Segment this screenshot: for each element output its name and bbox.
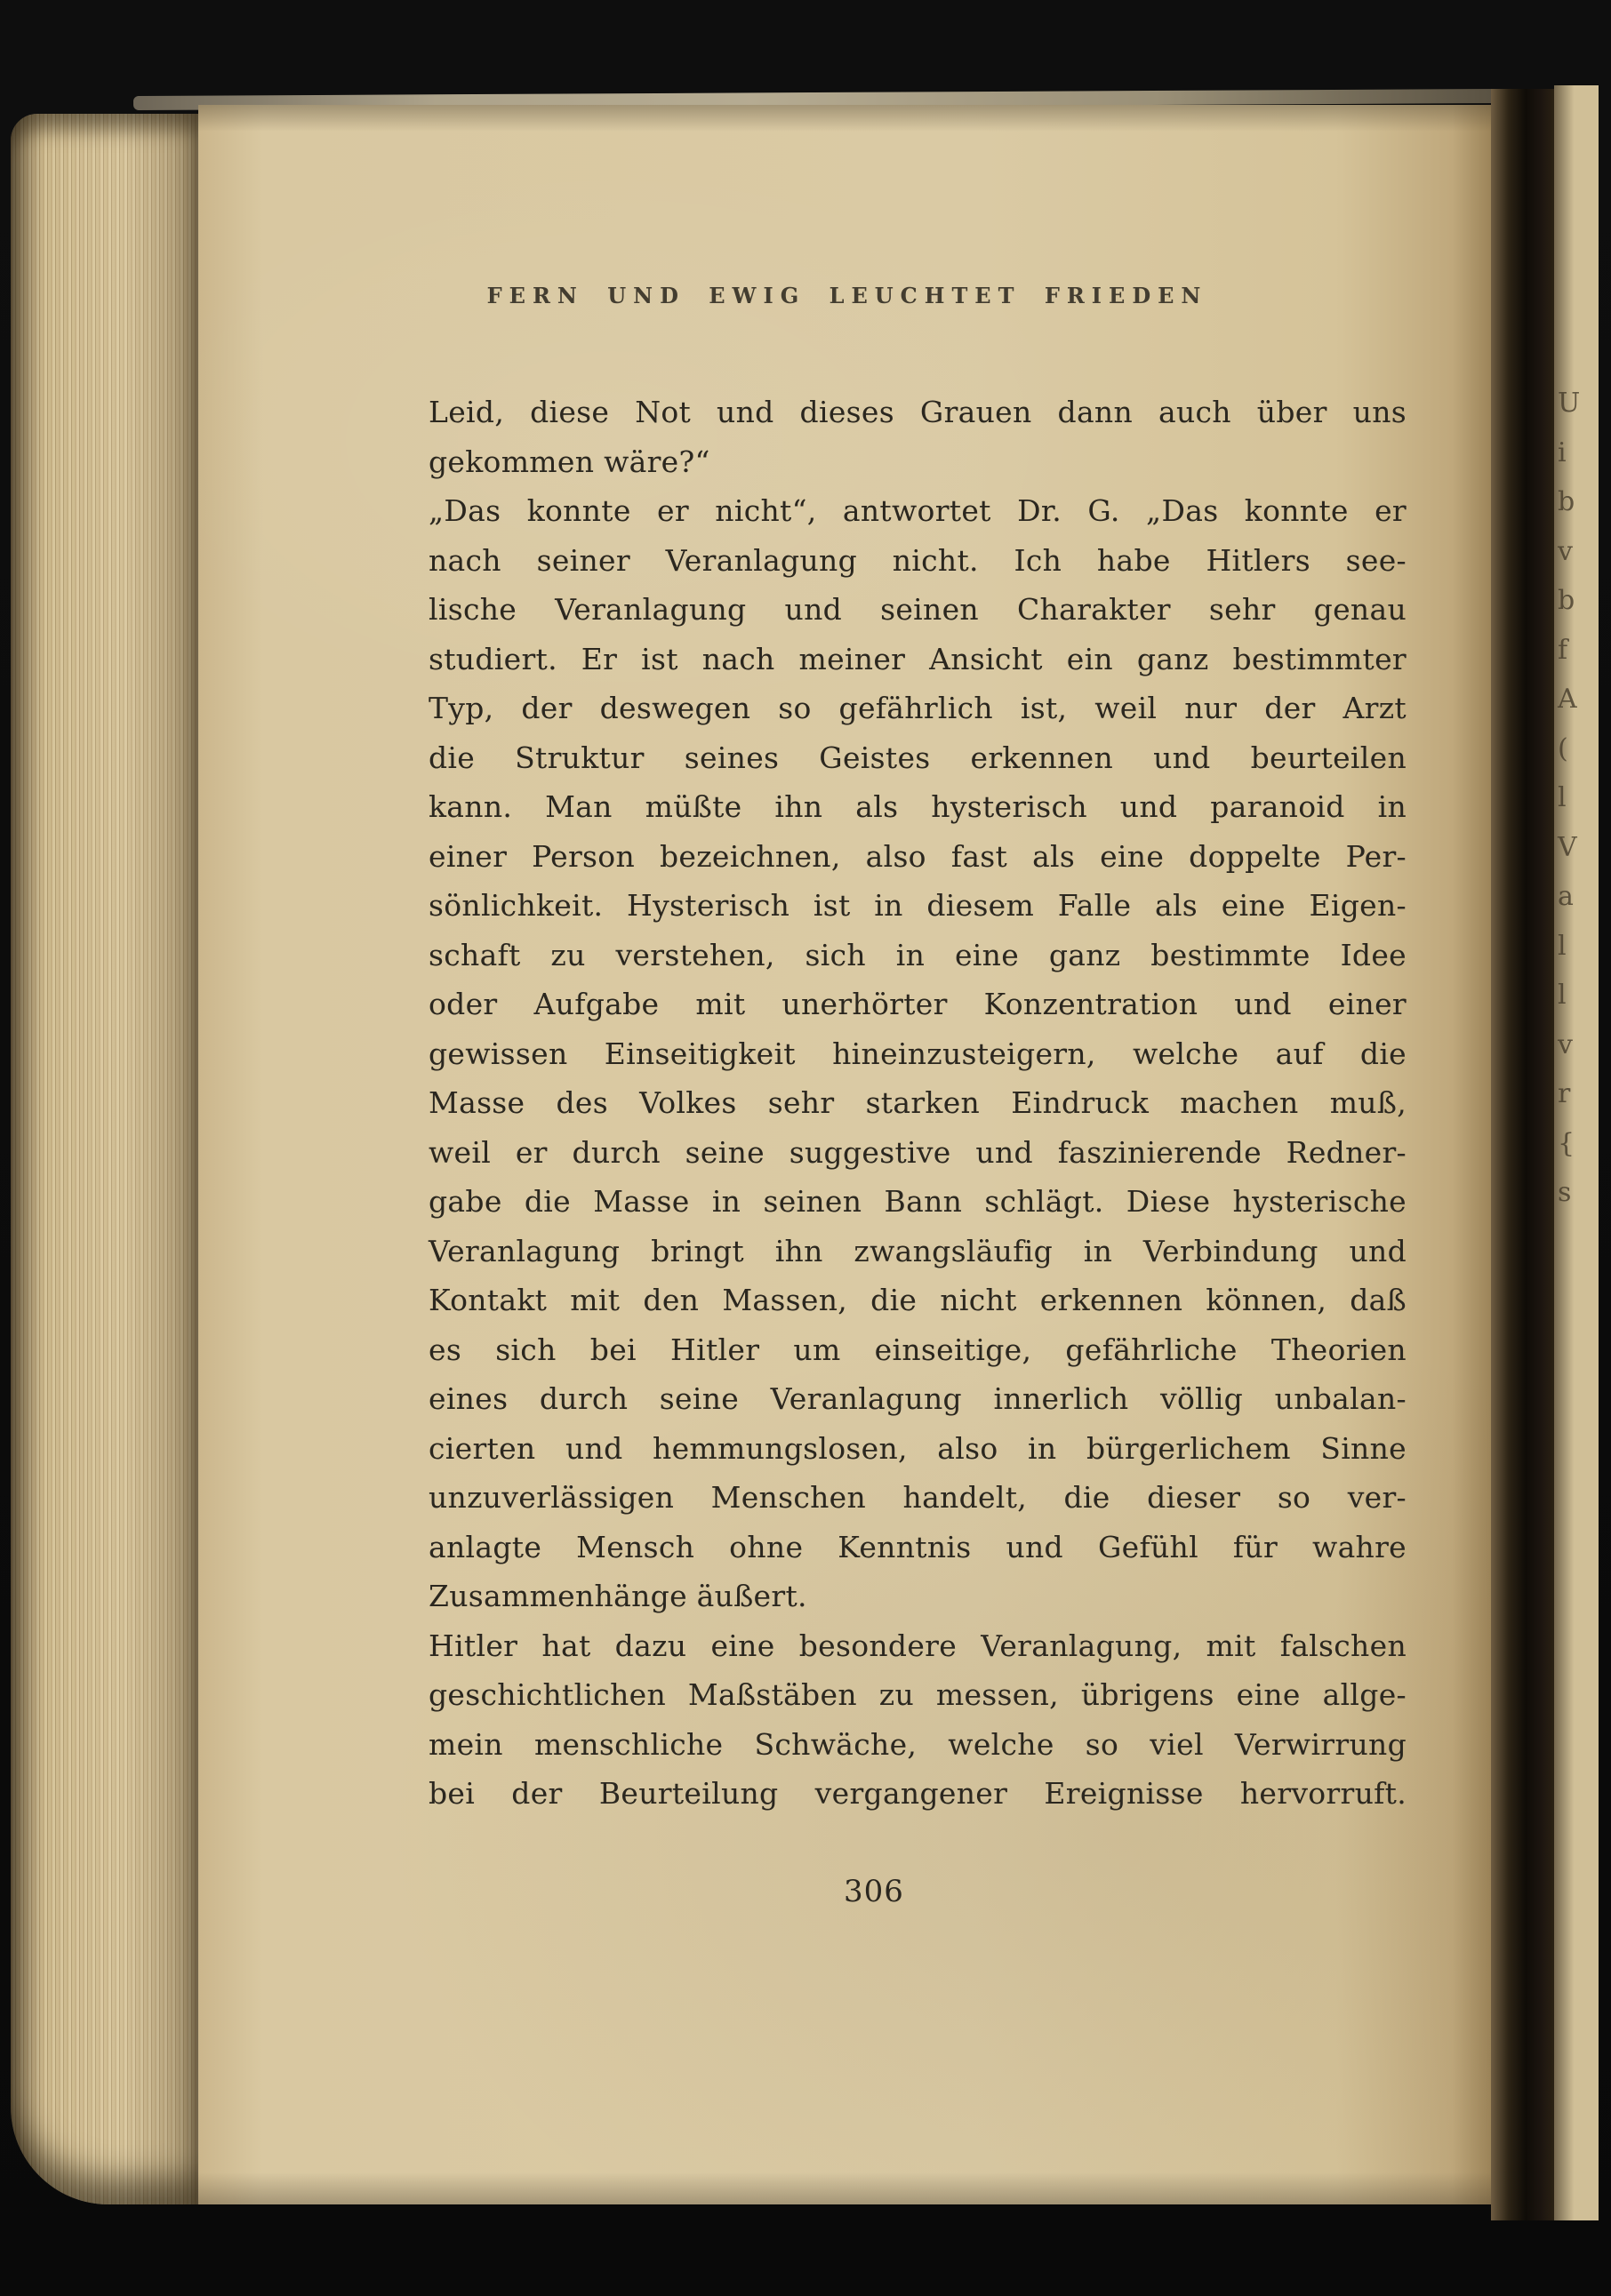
- text-line: oder Aufgabe mit unerhörter Konzentration und einer: [429, 987, 1407, 1021]
- text-line: Masse des Volkes sehr starken Eindruck machen muß,: [429, 1085, 1407, 1120]
- text-line: gewissen Einseitigkeit hineinzusteigern, welche auf die: [429, 1036, 1407, 1071]
- text-line: bei der Beurteilung vergangener Ereignisse hervorruft.: [429, 1776, 1407, 1811]
- text-line: Leid, diese Not und dieses Grauen dann auch über uns: [429, 395, 1407, 429]
- text-fragment: A: [1558, 684, 1577, 715]
- text-line: cierten und hemmungslosen, also in bürgerlichem Sinne: [429, 1430, 1407, 1466]
- text-fragment: l: [1558, 782, 1567, 813]
- text-fragment: (: [1558, 732, 1568, 764]
- text-line: kann. Man müßte ihn als hysterisch und paranoid in: [429, 789, 1407, 824]
- text-fragment: i: [1558, 436, 1567, 468]
- running-header: FERN UND EWIG LEUCHTET FRIEDEN: [486, 283, 1208, 308]
- text-fragment: v: [1558, 1028, 1573, 1060]
- page-edge-stack: [11, 114, 199, 2204]
- text-line: geschichtlichen Maßstäben zu messen, übrigens eine allge-: [429, 1677, 1407, 1712]
- text-line: lische Veranlagung und seinen Charakter sehr genau: [429, 592, 1407, 627]
- text-line: schaft zu verstehen, sich in eine ganz bestimmte Idee: [429, 937, 1407, 972]
- next-page-text-fragments: [1558, 379, 1599, 1218]
- text-fragment: l: [1558, 980, 1567, 1011]
- text-line: weil er durch seine suggestive und faszinierende Redner-: [429, 1134, 1407, 1170]
- text-line: gabe die Masse in seinen Bann schlägt. Diese hysterische: [429, 1184, 1407, 1219]
- text-line: anlagte Mensch ohne Kenntnis und Gefühl für wahre: [429, 1529, 1407, 1564]
- text-line: es sich bei Hitler um einseitige, gefährliche Theorien: [429, 1332, 1407, 1367]
- text-line: mein menschliche Schwäche, welche so viel Verwirrung: [429, 1726, 1407, 1762]
- text-line: Hitler hat dazu eine besondere Veranlagung, mit falschen: [429, 1628, 1407, 1663]
- text-fragment: a: [1558, 881, 1574, 912]
- text-fragment: {: [1558, 1127, 1575, 1159]
- text-fragment: b: [1558, 585, 1575, 616]
- text-fragment: r: [1558, 1078, 1571, 1109]
- text-line: Veranlagung bringt ihn zwangsläufig in Verbindung und: [429, 1233, 1407, 1268]
- text-fragment: b: [1558, 486, 1575, 517]
- text-line: Typ, der deswegen so gefährlich ist, weil nur der Arzt: [429, 691, 1407, 725]
- page-number: 306: [844, 1874, 904, 1909]
- text-line: einer Person bezeichnen, also fast als eine doppelte Per-: [429, 838, 1407, 874]
- text-fragment: V: [1558, 831, 1577, 863]
- text-fragment: f: [1558, 634, 1568, 666]
- text-fragment: l: [1558, 930, 1567, 962]
- text-line: nach seiner Veranlagung nicht. Ich habe Hitlers see-: [429, 542, 1407, 578]
- gutter-shadow: [1491, 89, 1554, 2220]
- text-line: die Struktur seines Geistes erkennen und beurteilen: [429, 740, 1407, 775]
- text-line: eines durch seine Veranlagung innerlich völlig unbalan-: [429, 1381, 1407, 1416]
- book-page: [198, 105, 1491, 2204]
- text-line: Zusammenhänge äußert.: [429, 1579, 807, 1613]
- text-line: Kontakt mit den Massen, die nicht erkennen können, daß: [429, 1283, 1407, 1317]
- text-fragment: v: [1558, 535, 1573, 567]
- text-line: sönlichkeit. Hysterisch ist in diesem Falle als eine Eigen-: [429, 888, 1407, 923]
- body-text: [429, 388, 1407, 1819]
- text-line: unzuverlässigen Menschen handelt, die dieser so ver-: [429, 1480, 1407, 1515]
- text-line: studiert. Er ist nach meiner Ansicht ein ganz bestimmter: [429, 641, 1407, 676]
- text-fragment: U: [1558, 388, 1581, 419]
- text-fragment: s: [1558, 1177, 1572, 1208]
- text-line: gekommen wäre?“: [429, 444, 710, 479]
- text-line: „Das konnte er nicht“, antwortet Dr. G. „Das konnte er: [429, 493, 1407, 528]
- next-page-sliver: [1554, 85, 1599, 2220]
